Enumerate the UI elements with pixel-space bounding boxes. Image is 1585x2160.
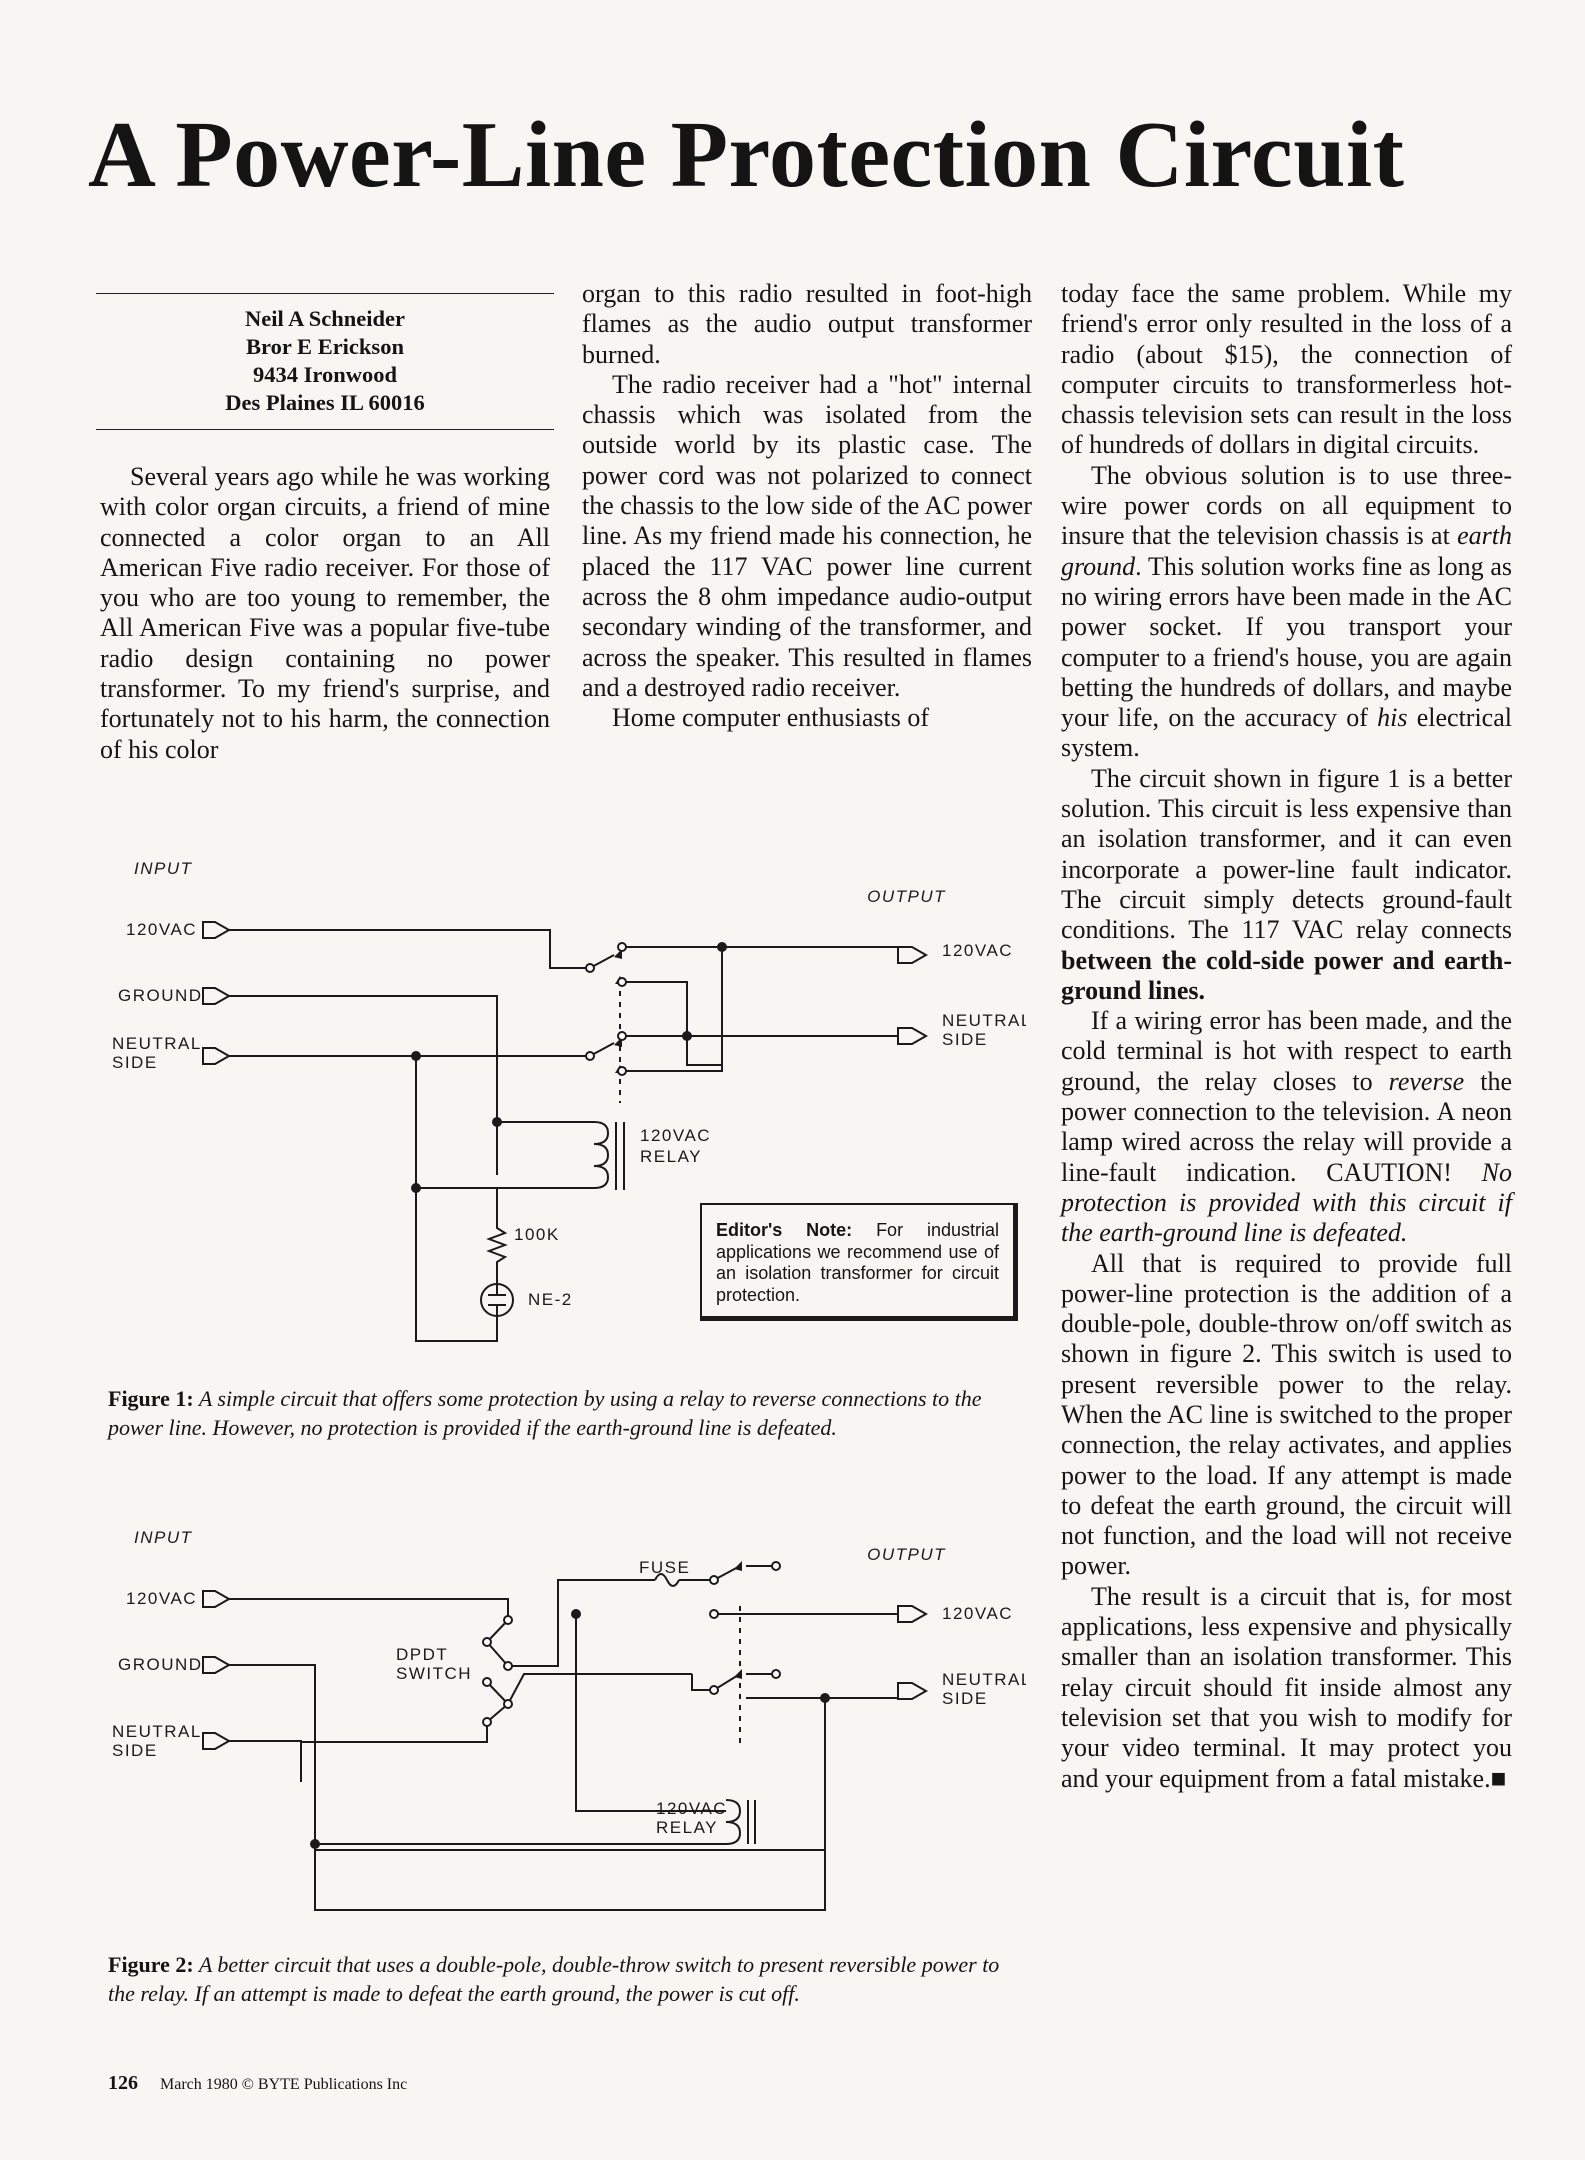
junction-dot-3 [411,1051,421,1061]
fig1-in-120vac: 120VAC [126,920,198,939]
editors-note-label: Editor's Note: [716,1220,853,1240]
connector-neutral-in [203,1733,229,1749]
fig2-relay-label-2: RELAY [656,1818,718,1837]
wire-120vac [229,930,590,968]
fig2-in-ground: GROUND [118,1655,203,1674]
text-column-2 [582,279,1032,733]
wire-120-in [229,1599,508,1620]
fig2-output-label: OUTPUT [867,1545,946,1564]
wire-lamp-return [416,1056,497,1341]
figure-2-caption [108,1951,1026,2008]
fig2-out-120vac: 120VAC [942,1604,1014,1623]
relay-coil [726,1800,740,1844]
contact-terminal-6 [586,1052,594,1060]
fig1-relay-label-2: RELAY [640,1147,702,1166]
wire-switch-to-fuse [508,1580,655,1666]
junction-dot-4 [492,1117,502,1127]
text-column-3 [1061,279,1512,1794]
paragraph-3-part-b: today face the same problem. While my friend's error only resulted in the loss of a radio (about $15), the connection of computer circuits to transformerless hot-chassis television sets can result in the loss of hundreds of dollars in digital circuits. [1061,279,1512,460]
fig2-relay-label-1: 120VAC [656,1799,728,1818]
dpdt-pole-2 [301,1682,508,1742]
paragraph-8: The result is a circuit that is, for most applications, less expensive and physically smaller than an isolation transformer. This relay circuit should fit inside almost any television set that you wish to modify for your video terminal. It may protect you and your equipment from a fatal mistake.■ [1061,1581,1512,1793]
figure-2-svg [106,1510,1026,1930]
fig1-in-side: SIDE [112,1053,158,1072]
fig2-switch-label-2: SWITCH [396,1664,473,1683]
fig2-input-label: INPUT [134,1528,193,1547]
author-name-2: Bror E Erickson [246,334,404,359]
wire-switch-to-relay [508,1674,692,1704]
fig2-out-neutral: NEUTRAL [942,1670,1026,1689]
fig2-switch-label-1: DPDT [396,1645,449,1664]
fig1-out-side: SIDE [942,1030,988,1049]
connector-neutral-in [203,1048,229,1064]
wire-ground [229,996,497,1175]
junction-dot-1 [717,942,727,952]
relay-core [748,1800,755,1844]
switch-terminal-5 [504,1700,512,1708]
contact-terminal-2 [772,1562,780,1570]
figure-2-caption-label: Figure 2: [108,1952,194,1977]
article-title: A Power-Line Protection Circuit [88,103,1405,207]
neon-lamp-electrodes [488,1284,506,1316]
figure-1-caption-text: A simple circuit that offers some protection by using a relay to reverse connections to the power line. However, no protection is provided if the earth-ground line is defeated. [108,1386,982,1440]
wire-ground-loop [315,1850,825,1910]
switch-terminal-3 [504,1662,512,1670]
wire-relay-coil-feed [576,1614,726,1811]
junction-dot-2 [820,1693,830,1703]
fig1-out-neutral: NEUTRAL [942,1011,1026,1030]
figure-2-schematic [106,1510,1026,1930]
connector-neutral-out [898,1683,926,1699]
fig2-fuse-label: FUSE [639,1558,691,1577]
fig2-in-neutral: NEUTRAL [112,1722,202,1741]
switch-terminal-1 [504,1616,512,1624]
wire-cross-1 [622,982,722,1065]
switch-terminal-6 [483,1718,491,1726]
page-number: 126 [108,2072,138,2094]
junction-dot-1 [571,1609,581,1619]
figure-2-caption-text: A better circuit that uses a double-pole, double-throw switch to present reversible power to the relay. If an attempt is made to defeat the earth ground, the power is cut off. [108,1952,1000,2006]
publication-line: March 1980 © BYTE Publications Inc [160,2076,408,2093]
fig1-in-ground: GROUND [118,986,203,1005]
paragraph-7: All that is required to provide full power-line protection is the addition of a double-pole, double-throw on/off switch as shown in figure 2. This switch is used to present reversible power to the relay. When the AC line is switched to the proper connection, the relay activates, and applies power to the load. If any attempt is made to defeat the earth ground, the circuit will not function, and the load will not receive power. [1061,1248,1512,1581]
author-name-1: Neil A Schneider [244,306,405,331]
wire-ground-in [229,1665,315,1812]
contact-terminal-4 [618,1032,626,1040]
paragraph-1-part-a: Several years ago while he was working with color organ circuits, a friend of mine connected a color organ to an All American Five radio receiver. For those of you who are too young to remember, the All American Five was a popular five-tube radio design containing no power transformer. To my friend's surprise, and fortunately not to his harm, the connection of his color [100,462,550,764]
contact-terminal-2 [618,978,626,986]
switch-terminal-4 [483,1678,491,1686]
fig1-relay-label-1: 120VAC [640,1126,712,1145]
connector-120vac-out [898,947,926,963]
relay-core [616,1122,624,1190]
switch-terminal-2 [483,1638,491,1646]
contact-terminal-1 [618,943,626,951]
wire-neutral-in [229,1741,301,1782]
fig2-in-side: SIDE [112,1741,158,1760]
fig1-in-neutral: NEUTRAL [112,1034,202,1053]
editors-note-box [700,1203,1018,1321]
fig1-resistor-label: 100K [514,1225,560,1244]
junction-dot-5 [411,1183,421,1193]
contact-terminal-5 [772,1670,780,1678]
fig2-out-side: SIDE [942,1689,988,1708]
paragraph-3-part-a: Home computer enthusiasts of [612,703,929,733]
resistor-100k [489,1188,505,1290]
contact-terminal-3 [586,964,594,972]
paragraph-6: If a wiring error has been made, and the cold terminal is hot with respect to earth ground, the relay closes to reverse the power connection to the television. A neon lamp wired across the relay will provide a line-fault indication. CAUTION! No protection is provided with this circuit if the earth-ground line is defeated. [1061,1006,1513,1248]
paragraph-1-part-b: organ to this radio resulted in foot-high flames as the audio output transformer burned. [582,279,1032,369]
paragraph-2: The radio receiver had a "hot" internal chassis which was isolated from the outside world by its plastic case. The power cord was not polarized to connect the chassis to the low side of the AC power line. As my friend made his connection, he placed the 117 VAC power line current across the 8 ohm impedance audio-output secondary winding of the transformer, and across the speaker. This resulted in flames and a destroyed radio receiver. [582,369,1032,702]
editors-note-text: For industrial applications we recommend use of an isolation transformer for circuit protection. [716,1220,999,1305]
contact-terminal-4 [710,1686,718,1694]
author-byline [96,293,554,430]
paragraph-5: The circuit shown in figure 1 is a better solution. This circuit is less expensive than an isolation transformer, and it can even incorporate a power-line fault indicator. The circuit simply detects ground-fault conditions. The 117 VAC relay connects between the cold-side power and earth-ground lines. [1061,763,1512,1005]
wire-cross-2 [622,947,722,1071]
fig2-in-120vac: 120VAC [126,1589,198,1608]
connector-ground-in [203,988,229,1004]
connector-120vac-in [203,922,229,938]
author-city: Des Plaines IL 60016 [225,390,425,415]
fig1-output-label: OUTPUT [867,887,946,906]
junction-dot-3 [310,1839,320,1849]
connector-120vac-in [203,1591,229,1607]
fig1-input-label: INPUT [134,859,193,878]
connector-120vac-out [898,1606,926,1622]
fig1-lamp-label: NE-2 [528,1290,573,1309]
figure-1-caption-label: Figure 1: [108,1386,194,1411]
author-street: 9434 Ironwood [253,362,397,387]
junction-dot-2 [682,1031,692,1041]
end-mark: ■ [1490,1763,1507,1793]
contact-terminal-3 [710,1610,718,1618]
page-footer [108,2072,407,2095]
text-column-1 [100,462,550,765]
connector-ground-in [203,1657,229,1673]
contact-terminal-1 [710,1576,718,1584]
figure-1-caption [108,1385,1026,1442]
fig1-out-120vac: 120VAC [942,941,1014,960]
connector-neutral-out [898,1028,926,1044]
contact-terminal-5 [618,1067,626,1075]
paragraph-4: The obvious solution is to use three-wire power cords on all equipment to insure that the television chassis is at earth ground. This solution works fine as long as no wiring errors have been made in the AC power socket. If you transport your computer to a friend's house, you are again betting the hundreds of dollars, and maybe your life, on the accuracy of his electrical system. [1061,460,1512,763]
relay-coil [594,1122,608,1188]
